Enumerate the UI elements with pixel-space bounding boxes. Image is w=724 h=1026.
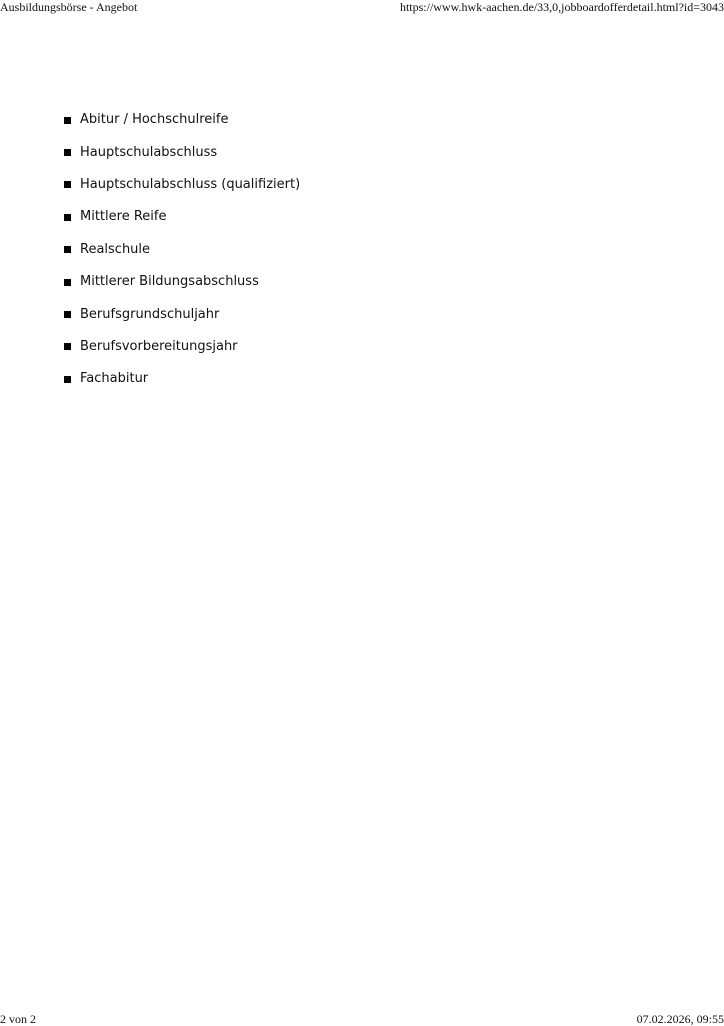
qualification-label: Hauptschulabschluss [80,144,218,160]
print-header-url: https://www.hwk-aachen.de/33,0,jobboardofferdetail.html?id=3043 [399,0,724,14]
qualification-label: Abitur / Hochschulreife [80,112,229,128]
list-item [64,331,300,363]
list-item [64,266,300,298]
print-footer-page: 2 von 2 [0,1012,36,1026]
list-item [64,104,300,136]
list-item [64,363,300,395]
list-item [64,169,300,201]
square-bullet-icon [64,246,71,253]
qualification-label: Realschule [80,241,151,257]
square-bullet-icon [64,311,71,318]
list-item [64,136,300,168]
qualification-label: Berufsvorbereitungsjahr [80,338,238,354]
print-footer-datetime: 07.02.2026, 09:55 [636,1012,724,1026]
qualification-label: Mittlerer Bildungsabschluss [80,274,259,290]
list-item [64,298,300,330]
square-bullet-icon [64,181,71,188]
list-item [64,201,300,233]
square-bullet-icon [64,279,71,286]
qualification-label: Fachabitur [80,371,149,387]
qualification-list [64,104,300,396]
square-bullet-icon [64,117,71,124]
square-bullet-icon [64,376,71,383]
print-header-title: Ausbildungsbörse - Angebot [0,0,138,14]
square-bullet-icon [64,214,71,221]
qualification-label: Berufsgrundschuljahr [80,306,220,322]
square-bullet-icon [64,149,71,156]
list-item [64,234,300,266]
square-bullet-icon [64,343,71,350]
qualification-label: Mittlere Reife [80,209,167,225]
qualification-label: Hauptschulabschluss (qualifiziert) [80,176,301,192]
